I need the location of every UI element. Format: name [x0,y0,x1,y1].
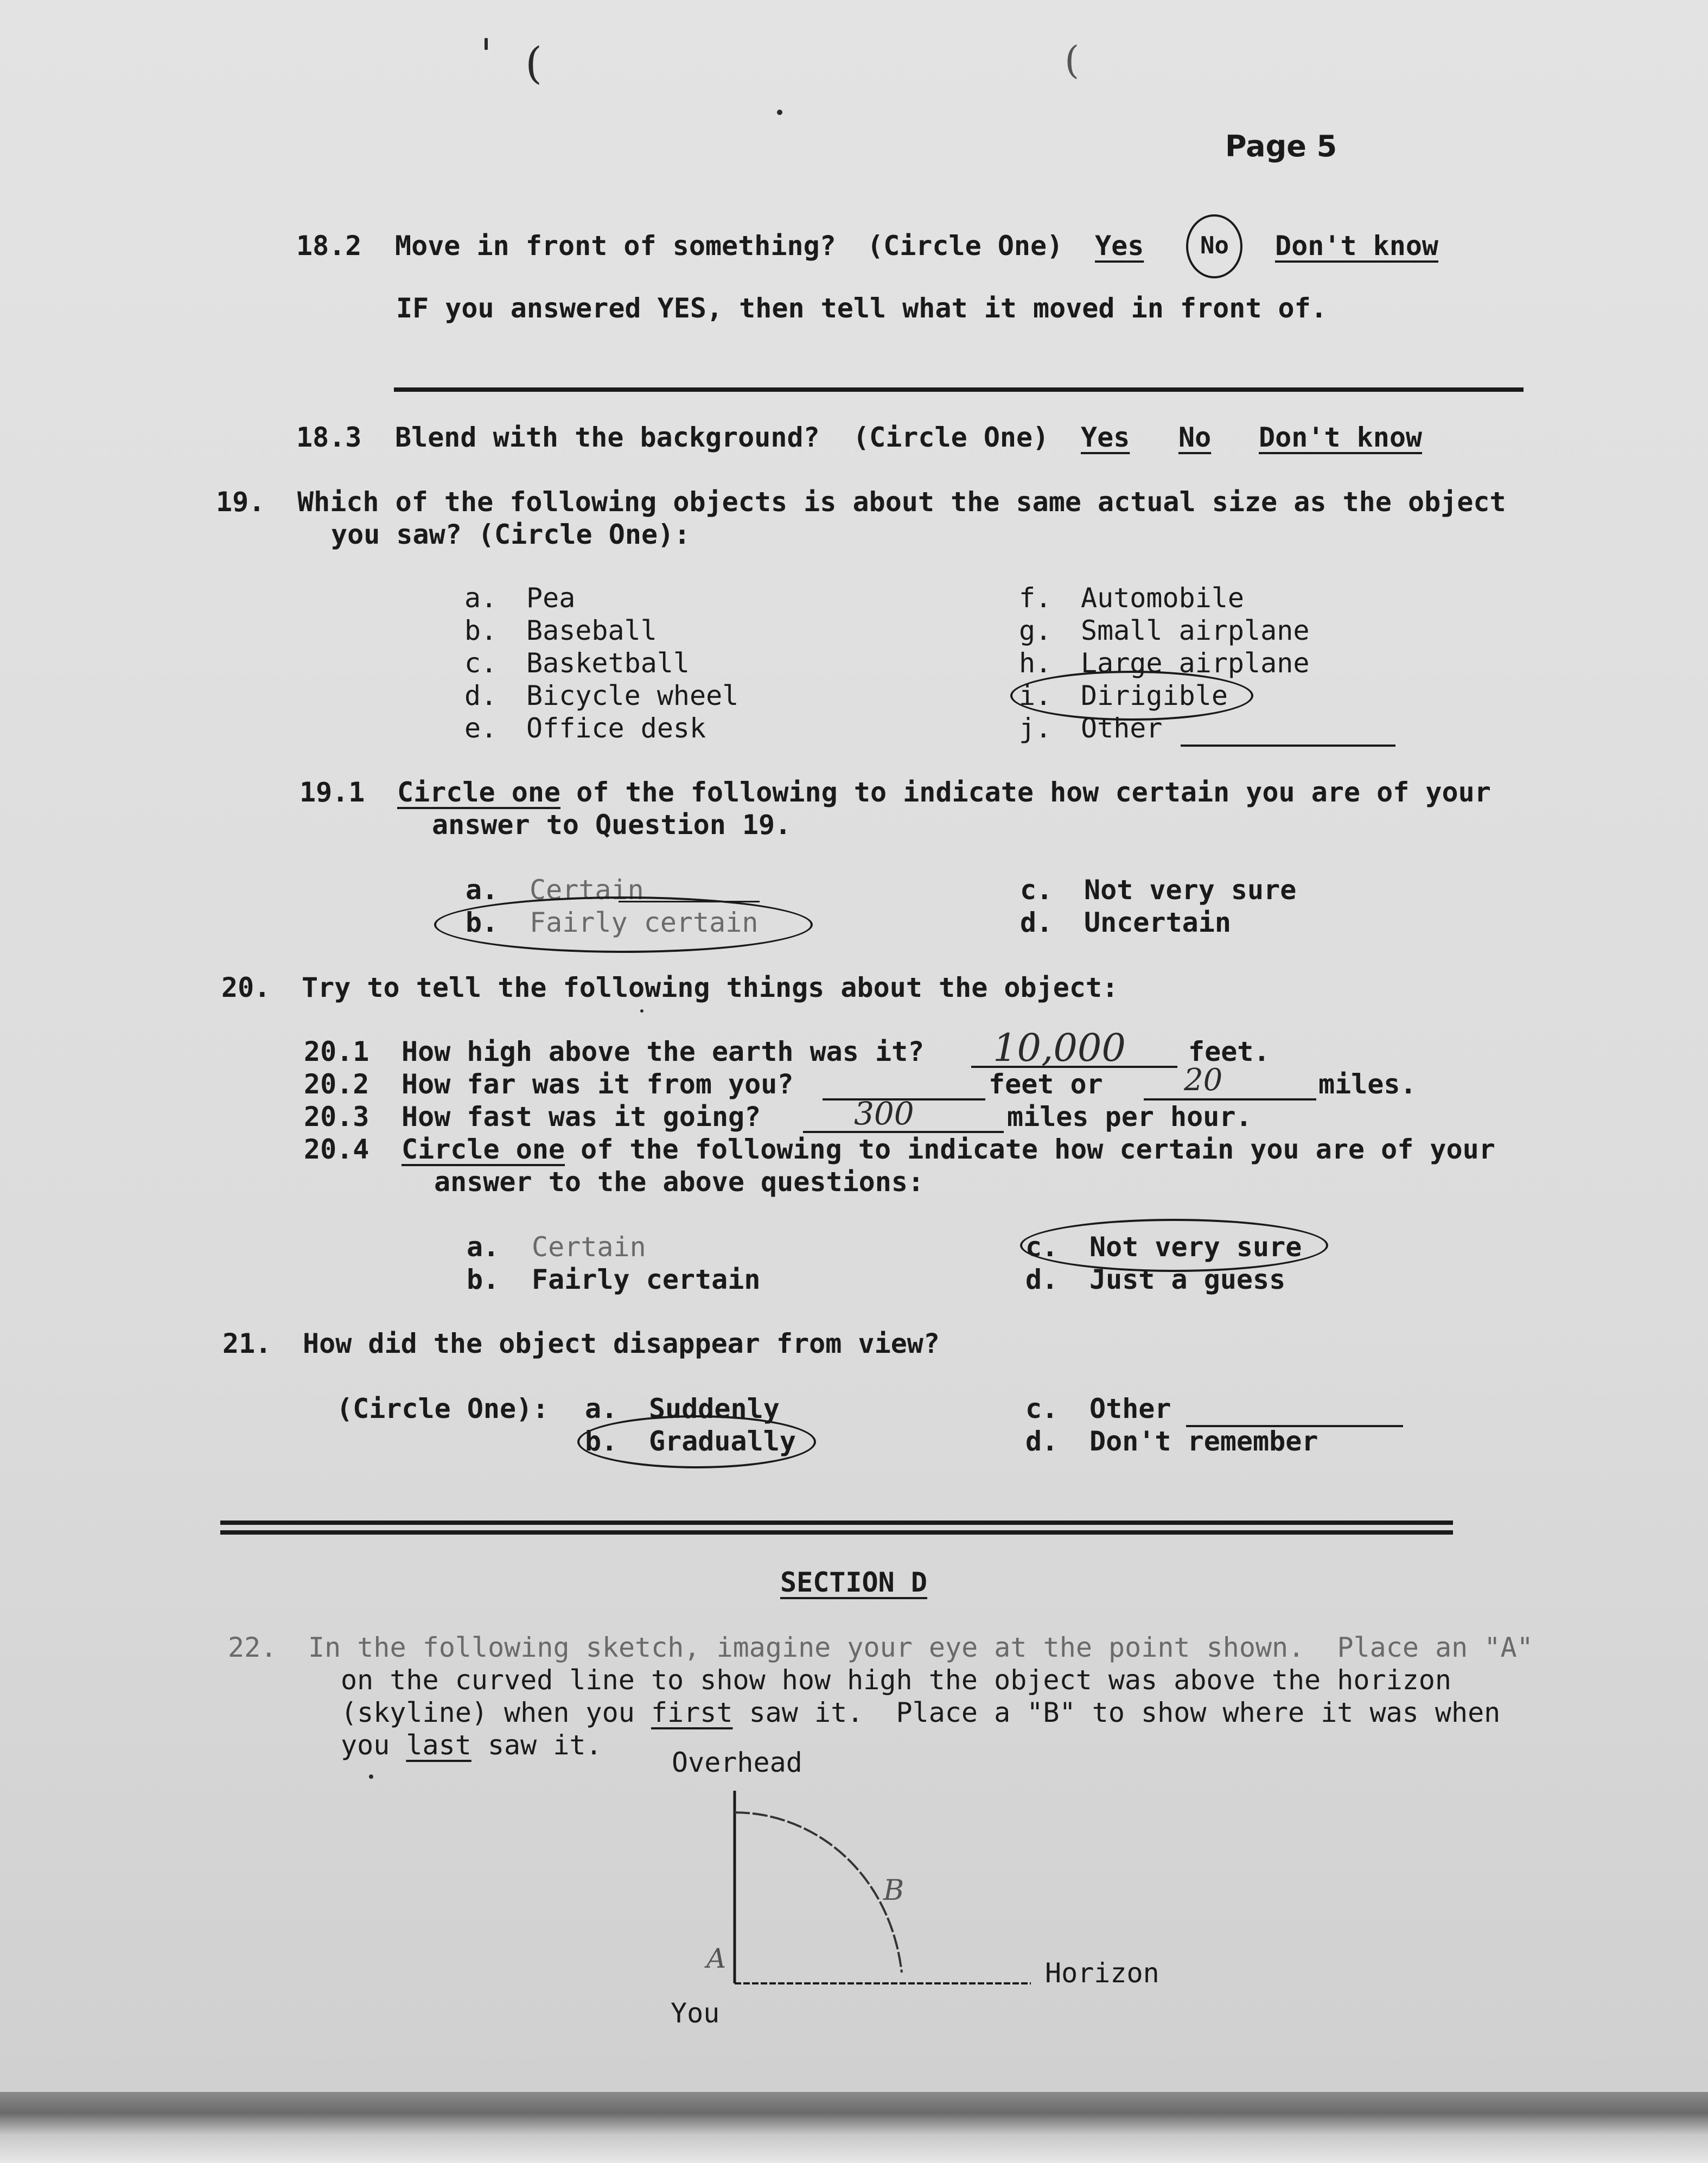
q19-1-option-label[interactable]: Certain [530,874,644,906]
scan-mark: ( [525,38,543,88]
q21-option-letter: b. [585,1426,618,1457]
q19-1-line1: of the following to indicate how certain you are of your [560,777,1491,808]
q18-2-option-dont-know[interactable]: Don't know [1275,230,1439,262]
scan-speck [640,1009,643,1013]
q19-line2: you saw? (Circle One): [331,519,691,550]
q19-1-line2: answer to Question 19. [432,809,792,841]
q20-1-unit: feet. [1188,1036,1270,1067]
sketch-mark-b[interactable]: B [883,1874,904,1907]
q19-other-blank[interactable] [1181,717,1395,747]
q19-option-label[interactable]: Office desk [526,712,706,744]
q19-option-letter: j. [1019,712,1052,744]
sketch-sky-arc [735,1812,902,1973]
q18-2-option-yes[interactable]: Yes [1095,230,1144,262]
q18-3-option-yes[interactable]: Yes [1081,422,1130,453]
q19-number: 19. [216,486,265,518]
page-number: Page 5 [1225,129,1337,163]
q18-2-followup: IF you answered YES, then tell what it moved in front of. [396,292,1327,324]
section-divider-bottom [220,1530,1453,1535]
q20-1-text: How high above the earth was it? [401,1036,925,1067]
q20-1-answer[interactable]: 10,000 [993,1026,1126,1070]
q19-1-number: 19.1 [299,777,365,808]
q21-option-letter: d. [1025,1426,1059,1457]
q20-3-text: How fast was it going? [401,1101,761,1133]
q18-3-circle-one: (Circle One) [853,422,1049,453]
q18-2-circle-one: (Circle One) [867,230,1063,262]
q22-line1: In the following sketch, imagine your eye at the point shown. Place an "A" [308,1632,1533,1663]
q19-option-label[interactable]: Basketball [526,647,690,679]
q18-3-prompt: Blend with the background? [395,422,820,453]
q19-option-label[interactable]: Dirigible [1081,680,1228,711]
scan-bottom-edge [0,2092,1708,2163]
scan-speck [777,110,782,115]
q21-number: 21. [222,1328,272,1359]
q19-option-letter: i. [1019,680,1052,711]
q20-3-unit: miles per hour. [1007,1101,1252,1133]
q20-3-answer[interactable]: 300 [854,1095,914,1132]
q20-4-option-label[interactable]: Just a guess [1089,1264,1286,1295]
q19-1-selected-circle [434,896,813,953]
sketch-horizon-label: Horizon [1045,1957,1159,1989]
scan-speck [369,1774,373,1779]
q20-4-circle-one: Circle one [401,1134,565,1165]
q19-1-option-letter: a. [466,874,499,906]
q19-option-letter: e. [464,712,498,744]
sketch-overhead-label: Overhead [672,1747,802,1778]
q21-other-blank[interactable] [1186,1398,1403,1427]
q20-3-number: 20.3 [304,1101,369,1133]
q21-selected-circle [577,1415,816,1468]
q18-2-option-no[interactable]: No [1200,232,1229,259]
q20-4-option-letter: c. [1025,1231,1059,1263]
q19-option-label[interactable]: Baseball [526,615,657,646]
q19-1-option-label[interactable]: Not very sure [1084,874,1297,906]
q19-option-letter: h. [1019,647,1052,679]
q21-option-label[interactable]: Don't remember [1089,1426,1318,1457]
sketch-mark-a[interactable]: A [706,1943,726,1974]
q21-option-label[interactable]: Other [1089,1393,1171,1424]
q19-line1: Which of the following objects is about the same actual size as the object [297,486,1506,518]
q19-option-label[interactable]: Small airplane [1081,615,1310,646]
q20-4-line2: answer to the above questions: [434,1166,925,1198]
q21-option-label[interactable]: Gradually [649,1426,796,1457]
q19-option-letter: c. [464,647,498,679]
q19-option-label[interactable]: Pea [526,582,576,614]
q21-circle-one: (Circle One): [336,1393,549,1424]
q20-1-number: 20.1 [304,1036,369,1067]
scan-speck [485,38,488,50]
q21-prompt: How did the object disappear from view? [303,1328,940,1359]
q22-number: 22. [228,1632,277,1663]
q20-4-option-label[interactable]: Not very sure [1089,1231,1302,1263]
q19-option-label[interactable]: Other [1081,712,1163,744]
q18-3-number: 18.3 [296,422,362,453]
q19-1-option-label[interactable]: Fairly certain [530,907,759,938]
q20-4-option-letter: b. [467,1264,500,1295]
q18-3-option-no[interactable]: No [1178,422,1212,453]
q19-option-letter: d. [464,680,498,711]
q20-4-option-label[interactable]: Fairly certain [532,1264,761,1295]
q20-prompt: Try to tell the following things about the object: [302,972,1119,1003]
q18-2-selected-circle [1186,214,1242,278]
q19-option-letter: b. [464,615,498,646]
q19-1-option-letter: b. [466,907,499,938]
q20-2-unit2: miles. [1318,1068,1417,1100]
q19-option-label[interactable]: Automobile [1081,582,1245,614]
q21-option-letter: a. [585,1393,618,1424]
q20-number: 20. [221,972,271,1003]
q21-option-letter: c. [1025,1393,1059,1424]
q20-2-unit1: feet or [989,1068,1103,1100]
q18-2-prompt: Move in front of something? [395,230,836,262]
scan-mark: ( [1065,38,1080,82]
q19-1-circle-one: Circle one [397,777,561,808]
q19-1-option-letter: c. [1020,874,1053,906]
q20-4-line1: of the following to indicate how certain you are of your [564,1134,1495,1165]
q20-4-option-letter: d. [1025,1264,1059,1295]
q19-1-option-letter: d. [1020,907,1053,938]
q19-option-label[interactable]: Large airplane [1081,647,1310,679]
q18-2-number: 18.2 [296,230,362,262]
q22-line3: (skyline) when you first saw it. Place a "B" to show where it was when [341,1697,1501,1728]
q20-4-option-letter: a. [467,1231,500,1263]
q20-4-number: 20.4 [304,1134,369,1165]
q20-2-miles-blank[interactable] [1144,1071,1316,1100]
q19-option-letter: f. [1019,582,1052,614]
q21-option-label[interactable]: Suddenly [649,1393,780,1424]
sky-sketch[interactable] [651,1769,1194,2040]
q18-2-answer-line[interactable] [394,387,1524,392]
q19-option-letter: a. [464,582,498,614]
q19-option-letter: g. [1019,615,1052,646]
q22-line2: on the curved line to show how high the object was above the horizon [341,1664,1451,1696]
q19-1-option-label[interactable]: Uncertain [1084,907,1231,938]
q20-4-option-label[interactable]: Certain [532,1231,646,1263]
section-divider-top [220,1521,1453,1525]
q20-2-text: How far was it from you? [401,1068,794,1100]
section-d-title: SECTION D [780,1567,927,1598]
sketch-you-label: You [671,1997,720,2029]
q18-3-option-dont-know[interactable]: Don't know [1259,422,1423,453]
q20-2-answer[interactable]: 20 [1184,1063,1223,1098]
q20-2-number: 20.2 [304,1068,369,1100]
q19-option-label[interactable]: Bicycle wheel [526,680,739,711]
q22-line4: you last saw it. [341,1729,602,1761]
